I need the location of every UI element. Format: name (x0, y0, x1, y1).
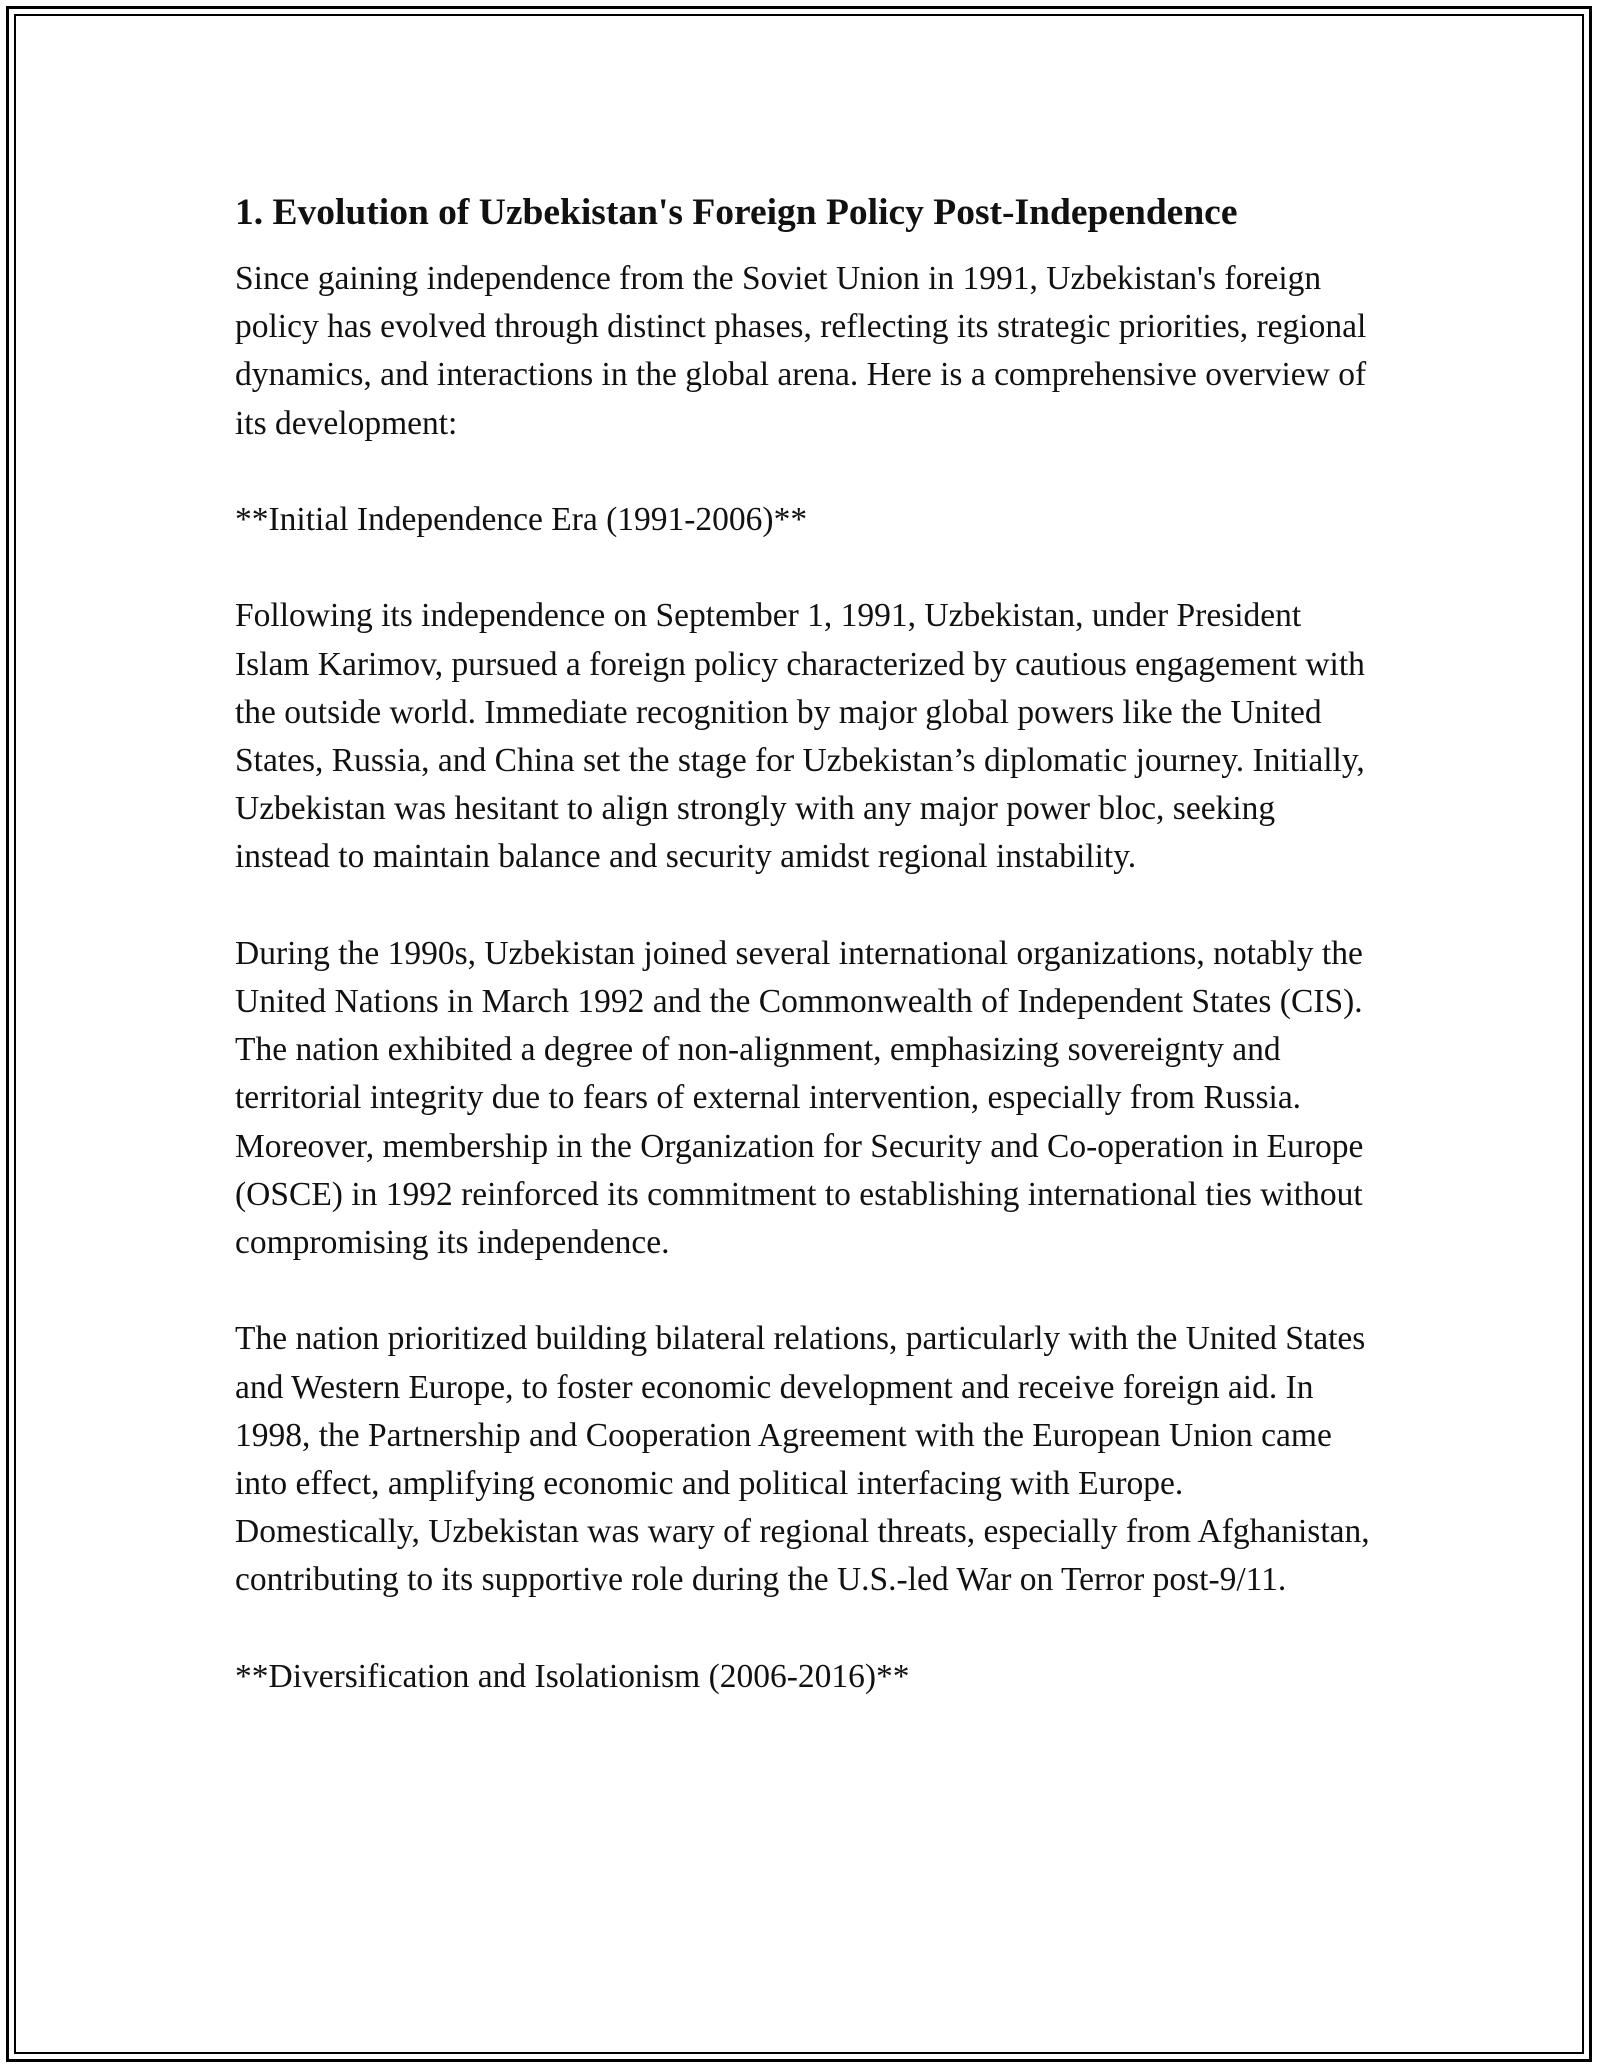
document-body (235, 185, 1370, 1749)
paragraph-bilateral-relations: The nation prioritized building bilateral relations, particularly with the United States and Western Europe, to foster economic development and receive foreign aid. In 1998, the Partnership and Cooperation Agreement with the European Union came into effect, amplifying economic and political interfacing with Europe. Domestically, Uzbekistan was wary of regional threats, especially from Afghanistan, contributing to its supportive role during the U.S.-led War on Terror post-9/11. (235, 1320, 1370, 1599)
section-heading-diversification: **Diversification and Isolationism (2006-2016)** (235, 1657, 910, 1695)
paragraph-independence-recognition: Following its independence on September 1, 1991, Uzbekistan, under President Islam Karimov, pursued a foreign policy characterized by cautious engagement with the outside world. Immediate recognition by major global powers like the United States, Russia, and China set the stage for Uzbekistan’s diplomatic journey. Initially, Uzbekistan was hesitant to align strongly with any major power bloc, seeking instead to maintain balance and security amidst regional instability. (235, 597, 1365, 876)
paragraph-international-organizations: During the 1990s, Uzbekistan joined several international organizations, notably the United Nations in March 1992 and the Commonwealth of Independent States (CIS). The nation exhibited a degree of non-alignment, emphasizing sovereignty and territorial integrity due to fears of external intervention, especially from Russia. Moreover, membership in the Organization for Security and Co-operation in Europe (OSCE) in 1992 reinforced its commitment to establishing international ties without compromising its independence. (235, 934, 1364, 1262)
document-title: 1. Evolution of Uzbekistan's Foreign Policy Post-Independence (235, 192, 1238, 233)
section-heading-initial-independence: **Initial Independence Era (1991-2006)** (235, 501, 808, 538)
intro-paragraph: Since gaining independence from the Soviet Union in 1991, Uzbekistan's foreign policy has evolved through distinct phases, reflecting its strategic priorities, regional dynamics, and interactions in the global arena. Here is a comprehensive overview of its development: (235, 260, 1367, 442)
